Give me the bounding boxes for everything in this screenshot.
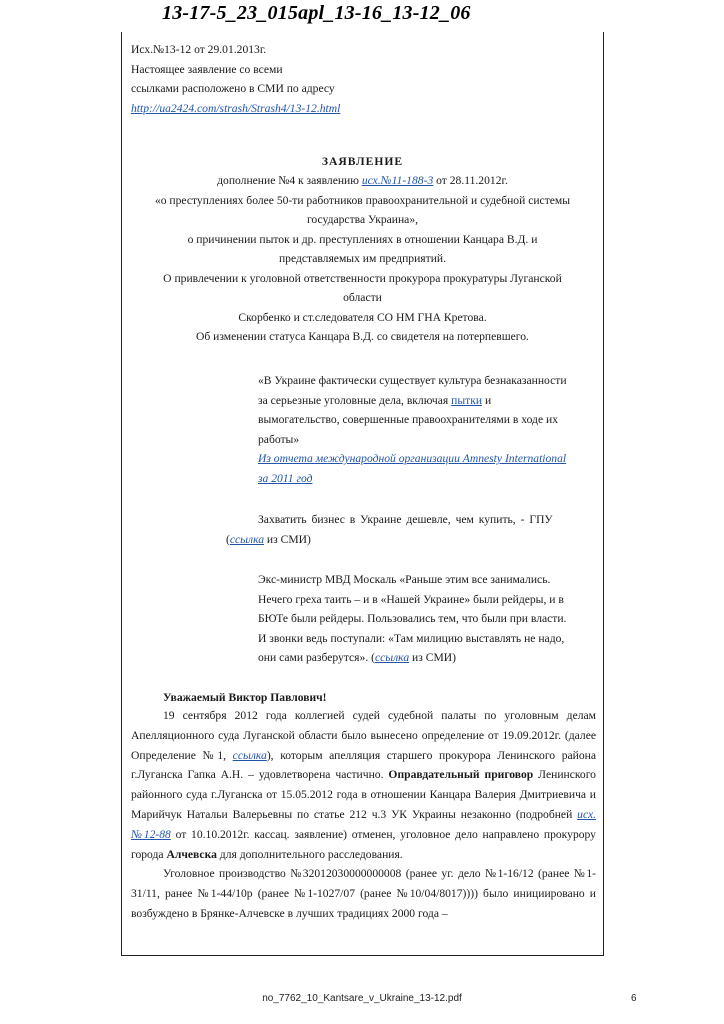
- subtitle-line: «о преступлениях более 50-ти работников правоохранительной и судебной системы: [154, 193, 571, 207]
- prior-statement-link[interactable]: исх.№11-188-3: [361, 174, 434, 187]
- quote-text: из СМИ): [409, 651, 456, 664]
- quote-text: из СМИ): [264, 532, 311, 546]
- body-bold-text: Оправдательный приговор: [388, 768, 534, 782]
- statement-subtitle: [131, 171, 594, 347]
- subtitle-line: Скорбенко и ст.следователя СО НМ ГНА Кретова.: [238, 310, 487, 324]
- quote-line: [226, 530, 598, 550]
- salutation: Уважаемый Виктор Павлович!: [163, 691, 327, 704]
- subtitle-line: государства Украина»,: [306, 213, 419, 226]
- subtitle-line: [131, 171, 594, 191]
- footer-filename: no_7762_10_Kantsare_v_Ukraine_13-12.pdf: [262, 993, 462, 1004]
- body-paragraph: [131, 706, 596, 864]
- quote-text: за серьезные уголовные дела, включая: [258, 393, 452, 407]
- torture-link[interactable]: пытки: [451, 393, 483, 407]
- subtitle-text: дополнение №4 к заявлению: [217, 174, 362, 187]
- ref-note-line: Настоящее заявление со всеми: [131, 62, 283, 76]
- epigraph-quote-amnesty: [258, 371, 598, 488]
- body-text: 19 сентября 2012 года коллегией судей судебной палаты по уголовным делам Апелляционного суда Луганской области было вынесено определение от 19.09.2012г. (далее Определение №1,: [131, 709, 596, 762]
- media-link[interactable]: ссылка: [374, 651, 410, 664]
- reference-block: [131, 40, 340, 118]
- ref-note-line: ссылками расположено в СМИ по адресу: [131, 82, 335, 95]
- statement-body: [131, 706, 596, 924]
- quote-text: (: [226, 532, 230, 546]
- quote-line: Захватить бизнес в Украине дешевле, чем купить, - ГПУ: [258, 513, 553, 526]
- body-text: ), которым апелляция старшего прокурора Ленинского района г.Луганска Гапка А.Н. – удовлетворена частично.: [131, 748, 597, 782]
- source-url-link[interactable]: http://ua2424.com/strash/Strash4/13-12.html: [131, 101, 341, 115]
- subtitle-line: О привлечении к уголовной ответственности прокурора прокуратуры Луганской: [163, 271, 562, 285]
- ruling-link[interactable]: ссылка: [232, 748, 267, 762]
- footer-page-number: 6: [631, 993, 637, 1004]
- body-paragraph: Уголовное производство №32012030000000008 (ранее уг. дело №1-16/12 (ранее №1-31/11, ранее №1-44/10р (ранее №1-1027/07 (ранее №10/04/8017)))) было инициировано и возбуждено в Брянке-Алчевске в лучших традициях 2000 года –: [131, 867, 596, 920]
- quote-line: работы»: [258, 432, 300, 446]
- amnesty-report-link-cont[interactable]: за 2011 год: [258, 471, 313, 485]
- quote-line: БЮТе были рейдеры. Пользовались тем, что были при власти.: [258, 612, 567, 625]
- body-bold-text: Алчевска: [166, 847, 217, 861]
- quote-line: «В Украине фактически существует культура безнаказанности: [258, 374, 567, 387]
- body-text: для дополнительного расследования.: [216, 847, 403, 861]
- document-file-header: 13-17-5_23_015apl_13-16_13-12_06: [162, 2, 471, 24]
- quote-line: Нечего греха таить – и в «Нашей Украине» были рейдеры, и в: [258, 592, 564, 606]
- subtitle-text: от 28.11.2012г.: [433, 174, 508, 187]
- quote-line: Экс-министр МВД Москаль «Раньше этим все занимались.: [258, 573, 551, 586]
- media-link[interactable]: ссылка: [229, 532, 265, 546]
- subtitle-line: области: [343, 291, 382, 304]
- quote-text: и: [482, 393, 492, 407]
- quote-text: они сами разберутся». (: [258, 651, 375, 664]
- body-text: от 10.10.2012г. кассац. заявление) отменен, уголовное дело направлено прокурору города: [131, 827, 596, 861]
- cassation-statement-link[interactable]: исх.№12-88: [131, 807, 596, 841]
- quote-line: вымогательство, совершенные правоохранителями в ходе их: [258, 413, 558, 426]
- subtitle-line: о причинении пыток и др. преступлениях в отношении Канцара В.Д. и: [187, 232, 538, 246]
- epigraph-quote-moskal: [258, 570, 598, 668]
- quote-line: [258, 391, 598, 411]
- body-text: Ленинского районного суда г.Луганска от 15.05.2012 года в отношении Канцара Валерия Дмитриевича и Марийчук Натальи Валерьевны по статье 212 ч.3 УК Украины незаконно (подробней: [131, 768, 596, 821]
- subtitle-line: представляемых им предприятий.: [278, 252, 447, 265]
- statement-title: ЗАЯВЛЕНИЕ: [321, 155, 404, 168]
- subtitle-line: Об изменении статуса Канцара В.Д. со свидетеля на потерпевшего.: [196, 330, 529, 343]
- epigraph-quote-gpu: [226, 510, 598, 549]
- quote-line: И звонки ведь поступали: «Там милицию выставлять не надо,: [258, 631, 565, 645]
- outgoing-number: Исх.№13-12 от 29.01.2013г.: [131, 43, 267, 56]
- amnesty-report-link[interactable]: Из отчета международной организации Amnesty International: [258, 452, 567, 465]
- quote-line: [258, 648, 598, 668]
